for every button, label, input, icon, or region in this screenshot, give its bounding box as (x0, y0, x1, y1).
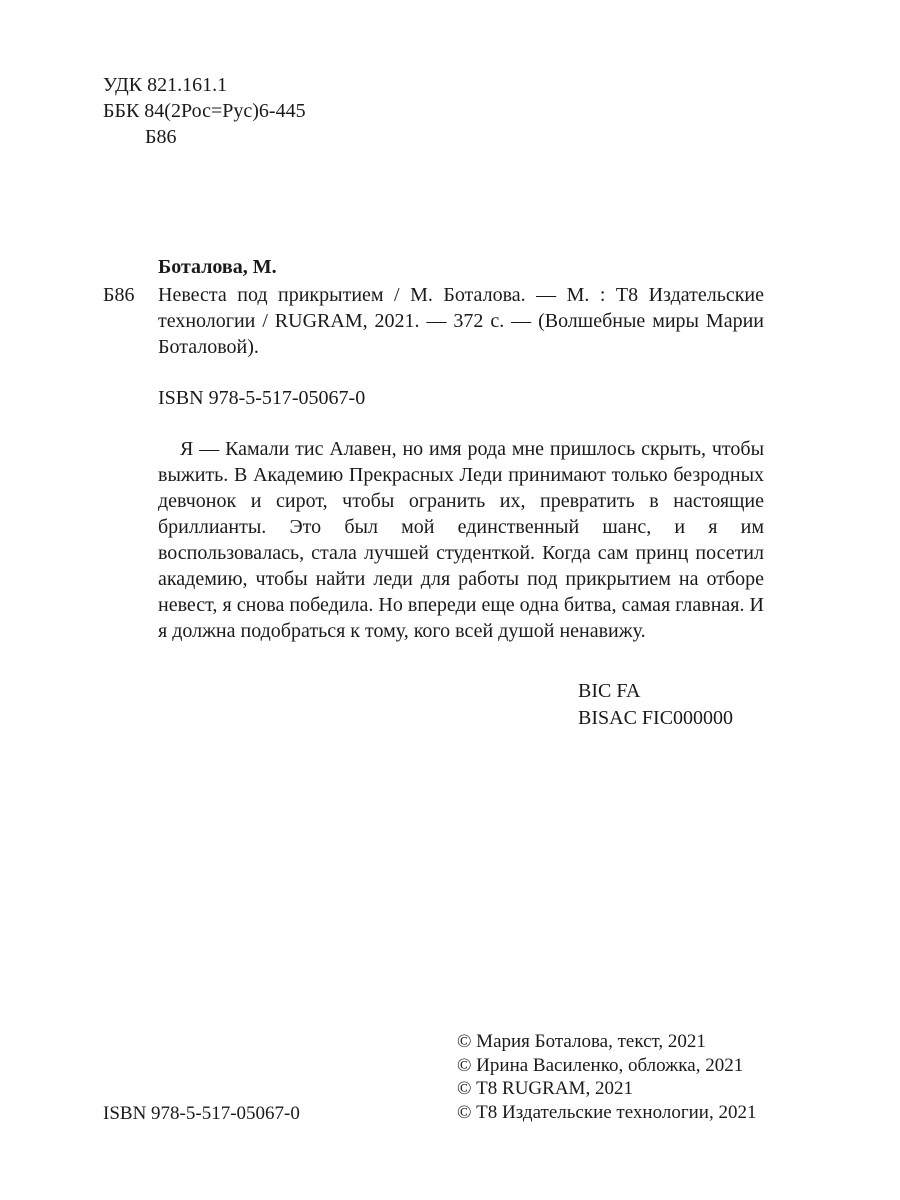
bisac-code: BISAC FIC000000 (578, 707, 734, 729)
bbk-code: ББК 84(2Рос=Рус)6-445 (103, 100, 306, 122)
bibliographic-description: Невеста под прикрытием / М. Боталова. — М. : Т8 Издательские технологии / RUGRAM, 2021. — 372 с. — (Волшебные миры Марии Боталовой). (158, 284, 764, 358)
annotation-text: Я — Камали тис Алавен, но имя рода мне пришлось скрыть, чтобы выжить. В Академию Прекрасных Леди принимают только безродных девчонок и сирот, чтобы огранить их, превратить в настоящие бриллианты. Это был мой единственный шанс, и я им воспользовалась, стала лучшей студенткой. Когда сам принц посетил академию, чтобы найти леди для работы под прикрытием на отборе невест, я снова победила. Но впереди еще одна битва, самая главная. И я должна подобраться к тому, кого всей душой ненавижу. (158, 438, 764, 642)
author-mark: Б86 (145, 126, 177, 148)
isbn-record: ISBN 978-5-517-05067-0 (158, 387, 366, 409)
udk-code: УДК 821.161.1 (103, 74, 228, 96)
author-mark-record: Б86 (103, 284, 135, 306)
bic-code: BIC FA (578, 680, 641, 702)
copyright-line: © Т8 RUGRAM, 2021 (457, 1078, 633, 1099)
copyright-list (457, 1030, 756, 1124)
copyright-line: © Мария Боталова, текст, 2021 (457, 1031, 706, 1052)
author-heading: Боталова, М. (158, 256, 277, 278)
copyright-line: © Т8 Издательские технологии, 2021 (457, 1101, 757, 1123)
copyright-line: © Ирина Василенко, обложка, 2021 (457, 1054, 744, 1076)
footer-isbn: ISBN 978-5-517-05067-0 (103, 1103, 300, 1124)
